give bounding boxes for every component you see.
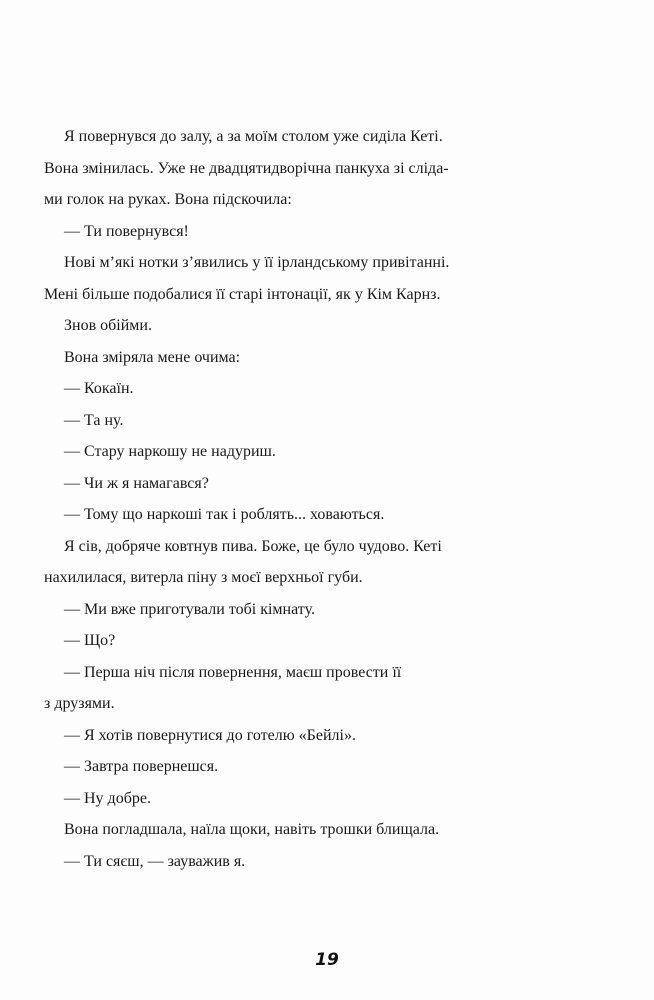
- text-line: — Я хотів повернутися до готелю «Бейлі».: [64, 726, 356, 744]
- body-text: [44, 128, 608, 884]
- text-line: — Ну добре.: [64, 789, 151, 807]
- text-line: Вона погладшала, наїла щоки, навіть трошки блищала.: [64, 821, 440, 838]
- text-line: Я повернувся до залу, а за моїм столом уже сиділа Кеті.: [64, 128, 443, 145]
- page-number: 19: [315, 950, 339, 970]
- text-line: — Ти повернувся!: [64, 222, 189, 240]
- text-line: ми голок на руках. Вона підскочила:: [44, 191, 292, 208]
- text-line: Знов обійми.: [64, 317, 152, 334]
- text-line: — Що?: [64, 632, 116, 649]
- text-line: Нові м’які нотки з’явились у її ірландському привітанні.: [64, 254, 450, 271]
- text-line: з друзями.: [44, 695, 115, 712]
- text-line: — Чи ж я намагався?: [64, 474, 209, 492]
- text-line: — Ти сяєш, — зауважив я.: [64, 852, 246, 870]
- text-line: — Завтра повернешся.: [64, 758, 219, 775]
- text-line: Вона зміряла мене очима:: [64, 348, 241, 366]
- text-line: — Ми вже приготували тобі кімнату.: [64, 600, 315, 618]
- text-line: — Та ну.: [64, 411, 124, 429]
- text-line: нахилилася, витерла піну з моєї верхньої губи.: [44, 569, 363, 586]
- text-line: Мені більше подобалися її старі інтонації, як у Кім Карнз.: [44, 285, 441, 303]
- text-line: Я сів, добряче ковтнув пива. Боже, це було чудово. Кеті: [64, 537, 442, 555]
- text-line: — Тому що наркоші так і роблять... ховаються.: [64, 506, 385, 523]
- text-line: — Кокаїн.: [64, 380, 134, 397]
- text-line: — Стару наркошу не надуриш.: [64, 443, 276, 460]
- text-line: Вона змінилась. Уже не двадцятидворічна панкуха зі слiда-: [44, 159, 449, 177]
- text-line: — Перша ніч після повернення, маєш провести її: [64, 663, 402, 681]
